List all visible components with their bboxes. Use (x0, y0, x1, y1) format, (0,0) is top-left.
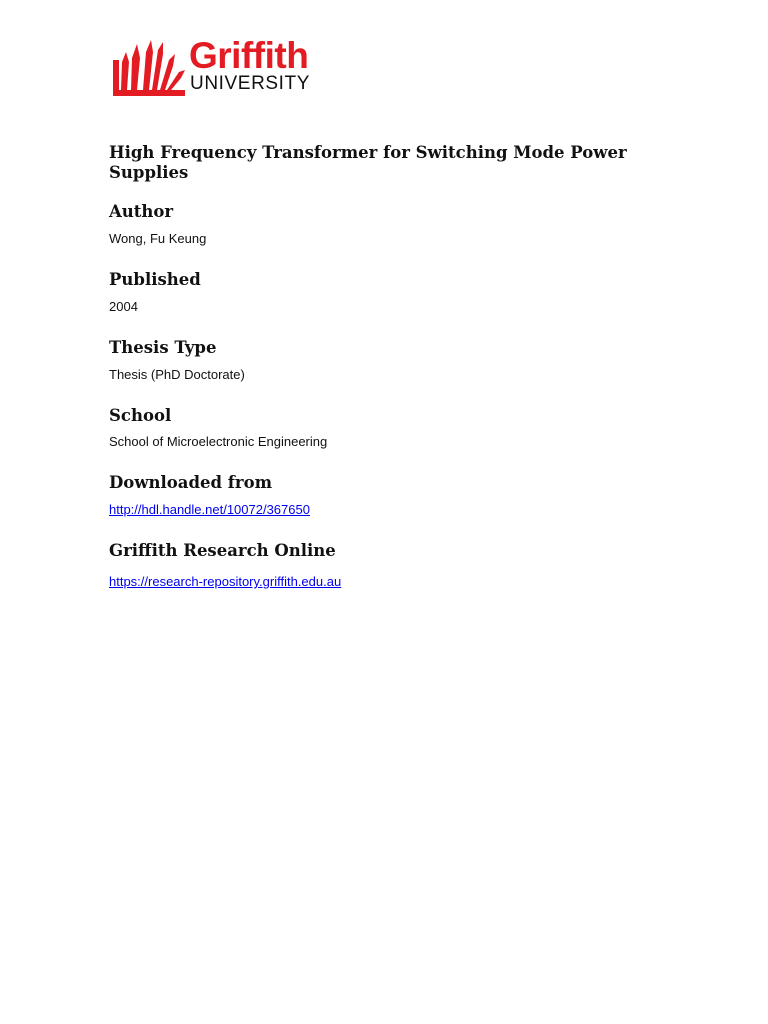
griffith-flame-icon (113, 40, 185, 96)
griffith-university-logo (113, 35, 335, 96)
logo-name: Griffith (189, 35, 309, 76)
thesis-title: High Frequency Transformer for Switching Mode Power Supplies (109, 143, 627, 182)
griffith-research-online-label: Griffith Research Online (109, 541, 336, 560)
author-value: Wong, Fu Keung (109, 231, 207, 246)
school-label: School (109, 406, 172, 425)
logo-subtitle: UNIVERSITY (190, 73, 311, 94)
thesis-type-value: Thesis (PhD Doctorate) (109, 367, 245, 382)
handle-link[interactable]: http://hdl.handle.net/10072/367650 (109, 502, 310, 517)
published-value: 2004 (109, 299, 138, 314)
downloaded-from-label: Downloaded from (109, 473, 273, 492)
repository-link[interactable]: https://research-repository.griffith.edu.au (109, 574, 342, 589)
author-label: Author (109, 202, 174, 221)
thesis-type-label: Thesis Type (109, 338, 217, 357)
published-label: Published (109, 270, 201, 289)
school-value: School of Microelectronic Engineering (109, 434, 328, 449)
